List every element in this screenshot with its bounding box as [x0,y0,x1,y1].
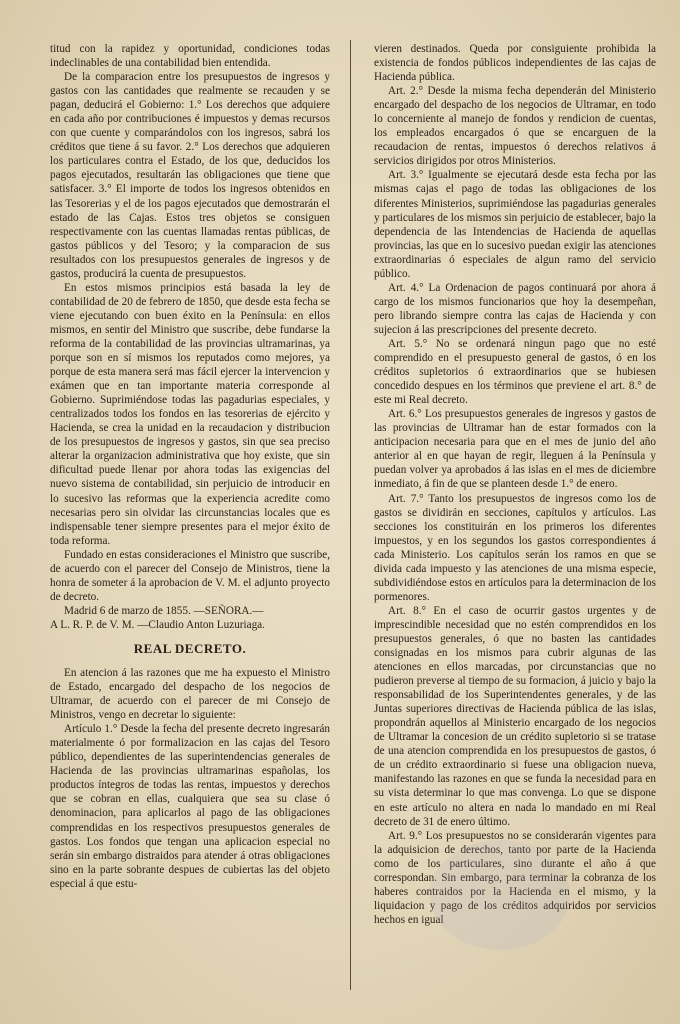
decree-heading: REAL DECRETO. [133,640,247,656]
paragraph: En atencion á las razones que me ha expuesto el Ministro de Estado, encargado del despacho de los negocios de Ultramar, de acuerdo con el parecer de mi Consejo de Ministros, vengo en decretar lo siguiente: [50,667,330,722]
paragraph: Art. 3.° Igualmente se ejecutará desde esta fecha por las mismas cajas el pago de todas las obligaciones de los diferentes Ministerios, suprimiéndose las pagadurias generales y particulares de los mismos sin perjuicio de establecer, bajo la dependencia de las Intendencias de Hacienda de aquellas provincias, las que en lo sucesivo puedan exigir las atenciones extraordinarias ó especiales de algun ramo del servicio público. [374,169,656,280]
signature-date: Madrid 6 de marzo de 1855. —SEÑORA.— [64,604,264,617]
paragraph: vieren destinados. Queda por consiguiente prohibida la existencia de fondos públicos independientes de las cajas de Hacienda pública. [374,43,656,84]
paragraph: En estos mismos principios está basada la ley de contabilidad de 20 de febrero de 1850, que desde esta fecha se viene ejecutando con buen éxito en la Península: en ellos mismos, en sentir del Ministro que suscribe, debe fundarse la reforma de la contabilidad de las provincias ultramarinas, ya porque son en sí mismos los reputados como mejores, ya porque de esta manera será mas fácil ejercer la intervencion y exámen que en tan importante materia corresponde al Gobierno. Suprimiéndose todas las pagadurias especiales, y centralizados todos los fondos en las tesorerias de ejército y Hacienda, se crea la unidad en la recaudacion y distribucion de los presupuestos de ingresos y gastos, sin que sea preciso alterar la organizacion administrativa que hoy existe, que sin dificultad puede llenar por ahora todas las exigencias del nuevo sistema de contabilidad, sin perjuicio de introducir en lo sucesivo las reformas que la experiencia acredite como necesarias pero sin olvidar las circunstancias locales que es indispensable tener siempre presentes para el mejor éxito de toda reforma. [50,281,330,547]
column-divider [350,40,351,990]
paragraph: Art. 4.° La Ordenacion de pagos continuará por ahora á cargo de los mismos funcionarios que hoy la desempeñan, pero librando siempre contra las cajas de Hacienda y con sujecion á las prescripciones del presente decreto. [374,281,656,336]
paragraph: titud con la rapidez y oportunidad, condiciones todas indeclinables de una contabilidad bien entendida. [50,43,330,70]
paragraph: Artículo 1.° Desde la fecha del presente decreto ingresarán materialmente ó por formalizacion en las cajas del Tesoro público, dependientes de las superintendencias generales de Hacienda de las provincias ultramarinas españolas, los productos íntegros de todas las rentas, impuestos y derechos que se cobran en ellas, cualquiera que sea su clase ó denominacion, para aplicarlos al pago de las obligaciones comprendidas en los respectivos presupuestos generales de gastos. Los fondos que tengan una aplicacion especial no serán sin embargo distraidos para atender á otras obligaciones sino en la parte sobrante despues de cubiertas las del objeto especial á que estu- [50,723,330,890]
paragraph: Art. 8.° En el caso de ocurrir gastos urgentes y de imprescindible necesidad que no estén comprendidos en los presupuestos generales, ó que no basten las cantidades consignadas en los mismos para cubrir algunas de las atenciones en ellos marcadas, por circunstancias que no pudieron preverse al tiempo de su formacion, á juicio y bajo la responsabilidad de los Superintendentes generales, y de las Juntas superiores directivas de Hacienda pública de las islas, propondrán aquellos al Ministerio encargado de los negocios de Ultramar la concesion de un crédito supletorio si se tratase de una atencion comprendida en los presupuestos de gastos, ó de un crédito extraordinario si fuese una obligacion nueva, manifestando las razones en que se funda la necesidad para en su vista determinar lo que mas convenga. Lo que se dispone en este artículo no altera en nada lo mandado en mi Real decreto de 31 de enero último. [374,604,656,828]
paragraph: De la comparacion entre los presupuestos de ingresos y gastos con las cantidades que realmente se recauden y se pagan, deducirá el Gobierno: 1.° Los derechos que adquiere en cada año por contribuciones é impuestos y demas recursos con que cuente y comparándolos con los ingresos, sabrá los créditos que tiene á su favor. 2.° Los derechos que adquieren los particulares contra el Estado, de los que, deducidos los pagos ejecutados, resultarán las obligaciones que tiene que satisfacer. 3.° El importe de todos los ingresos obtenidos en las Tesorerias y el de los pagos ejecutados que demostrarán el estado de las Cajas. Estos tres objetos se consiguen respectivamente con las cuentas llamadas rentas públicas, de gastos públicos y del Tesoro; y la comparacion de sus resultados con los presupuestos generales de ingresos y de gastos, producirá la cuenta de presupuestos. [50,71,330,280]
left-column [50,42,330,1012]
paragraph: Fundado en estas consideraciones el Ministro que suscribe, de acuerdo con el parecer del Consejo de Ministros, tiene la honra de someter á la aprobacion de V. M. el adjunto proyecto de decreto. [50,548,330,603]
paragraph: Art. 7.° Tanto los presupuestos de ingresos como los de gastos se dividirán en secciones, capítulos y artículos. Las secciones los constituirán en los primeros los diferentes impuestos, y en los segundos los gastos correspondientes á cada Ministerio. Los capítulos serán los ramos en que se divida cada impuesto y las atenciones de una misma especie, subdividiéndose estos en artículos para la determinacion de los pormenores. [374,492,656,603]
paragraph: Art. 6.° Los presupuestos generales de ingresos y gastos de las provincias de Ultramar han de estar formados con la anticipacion necesaria para que en el mes de junio del año anterior al en que hayan de regir, lleguen á la Península y puedan volver ya aprobados á las islas en el mes de diciembre inmediato, á fin de que se planteen desde 1.° de enero. [374,408,656,491]
paragraph: Art. 9.° Los presupuestos no se considerarán vigentes para la adquisicion de derechos, tanto por parte de la Hacienda como de los particulares, sino durante el año á que correspondan. Sin embargo, para terminar la cobranza de los haberes contraidos por la Hacienda en el mismo, y la liquidacion y pago de los créditos adquiridos por servicios hechos en igual [374,829,656,926]
paragraph: Art. 5.° No se ordenará ningun pago que no esté comprendido en el presupuesto general de gastos, ó en los créditos supletorios ó extraordinarios que se hubiesen concedido despues en los términos que previene el art. 8.° de este mi Real decreto. [374,337,656,407]
signature-name: A L. R. P. de V. M. —Claudio Anton Luzuriaga. [50,618,265,631]
library-stamp-watermark [430,840,570,950]
paragraph: Art. 2.° Desde la misma fecha dependerán del Ministerio encargado del despacho de los negocios de Ultramar, en todo lo concerniente al manejo de fondos y rendicion de cuentas, los empleados encargados ó que se encarguen de la recaudacion de rentas, impuestos ó derechos relativos á servicios dirigidos por otros Ministerios. [374,85,656,168]
